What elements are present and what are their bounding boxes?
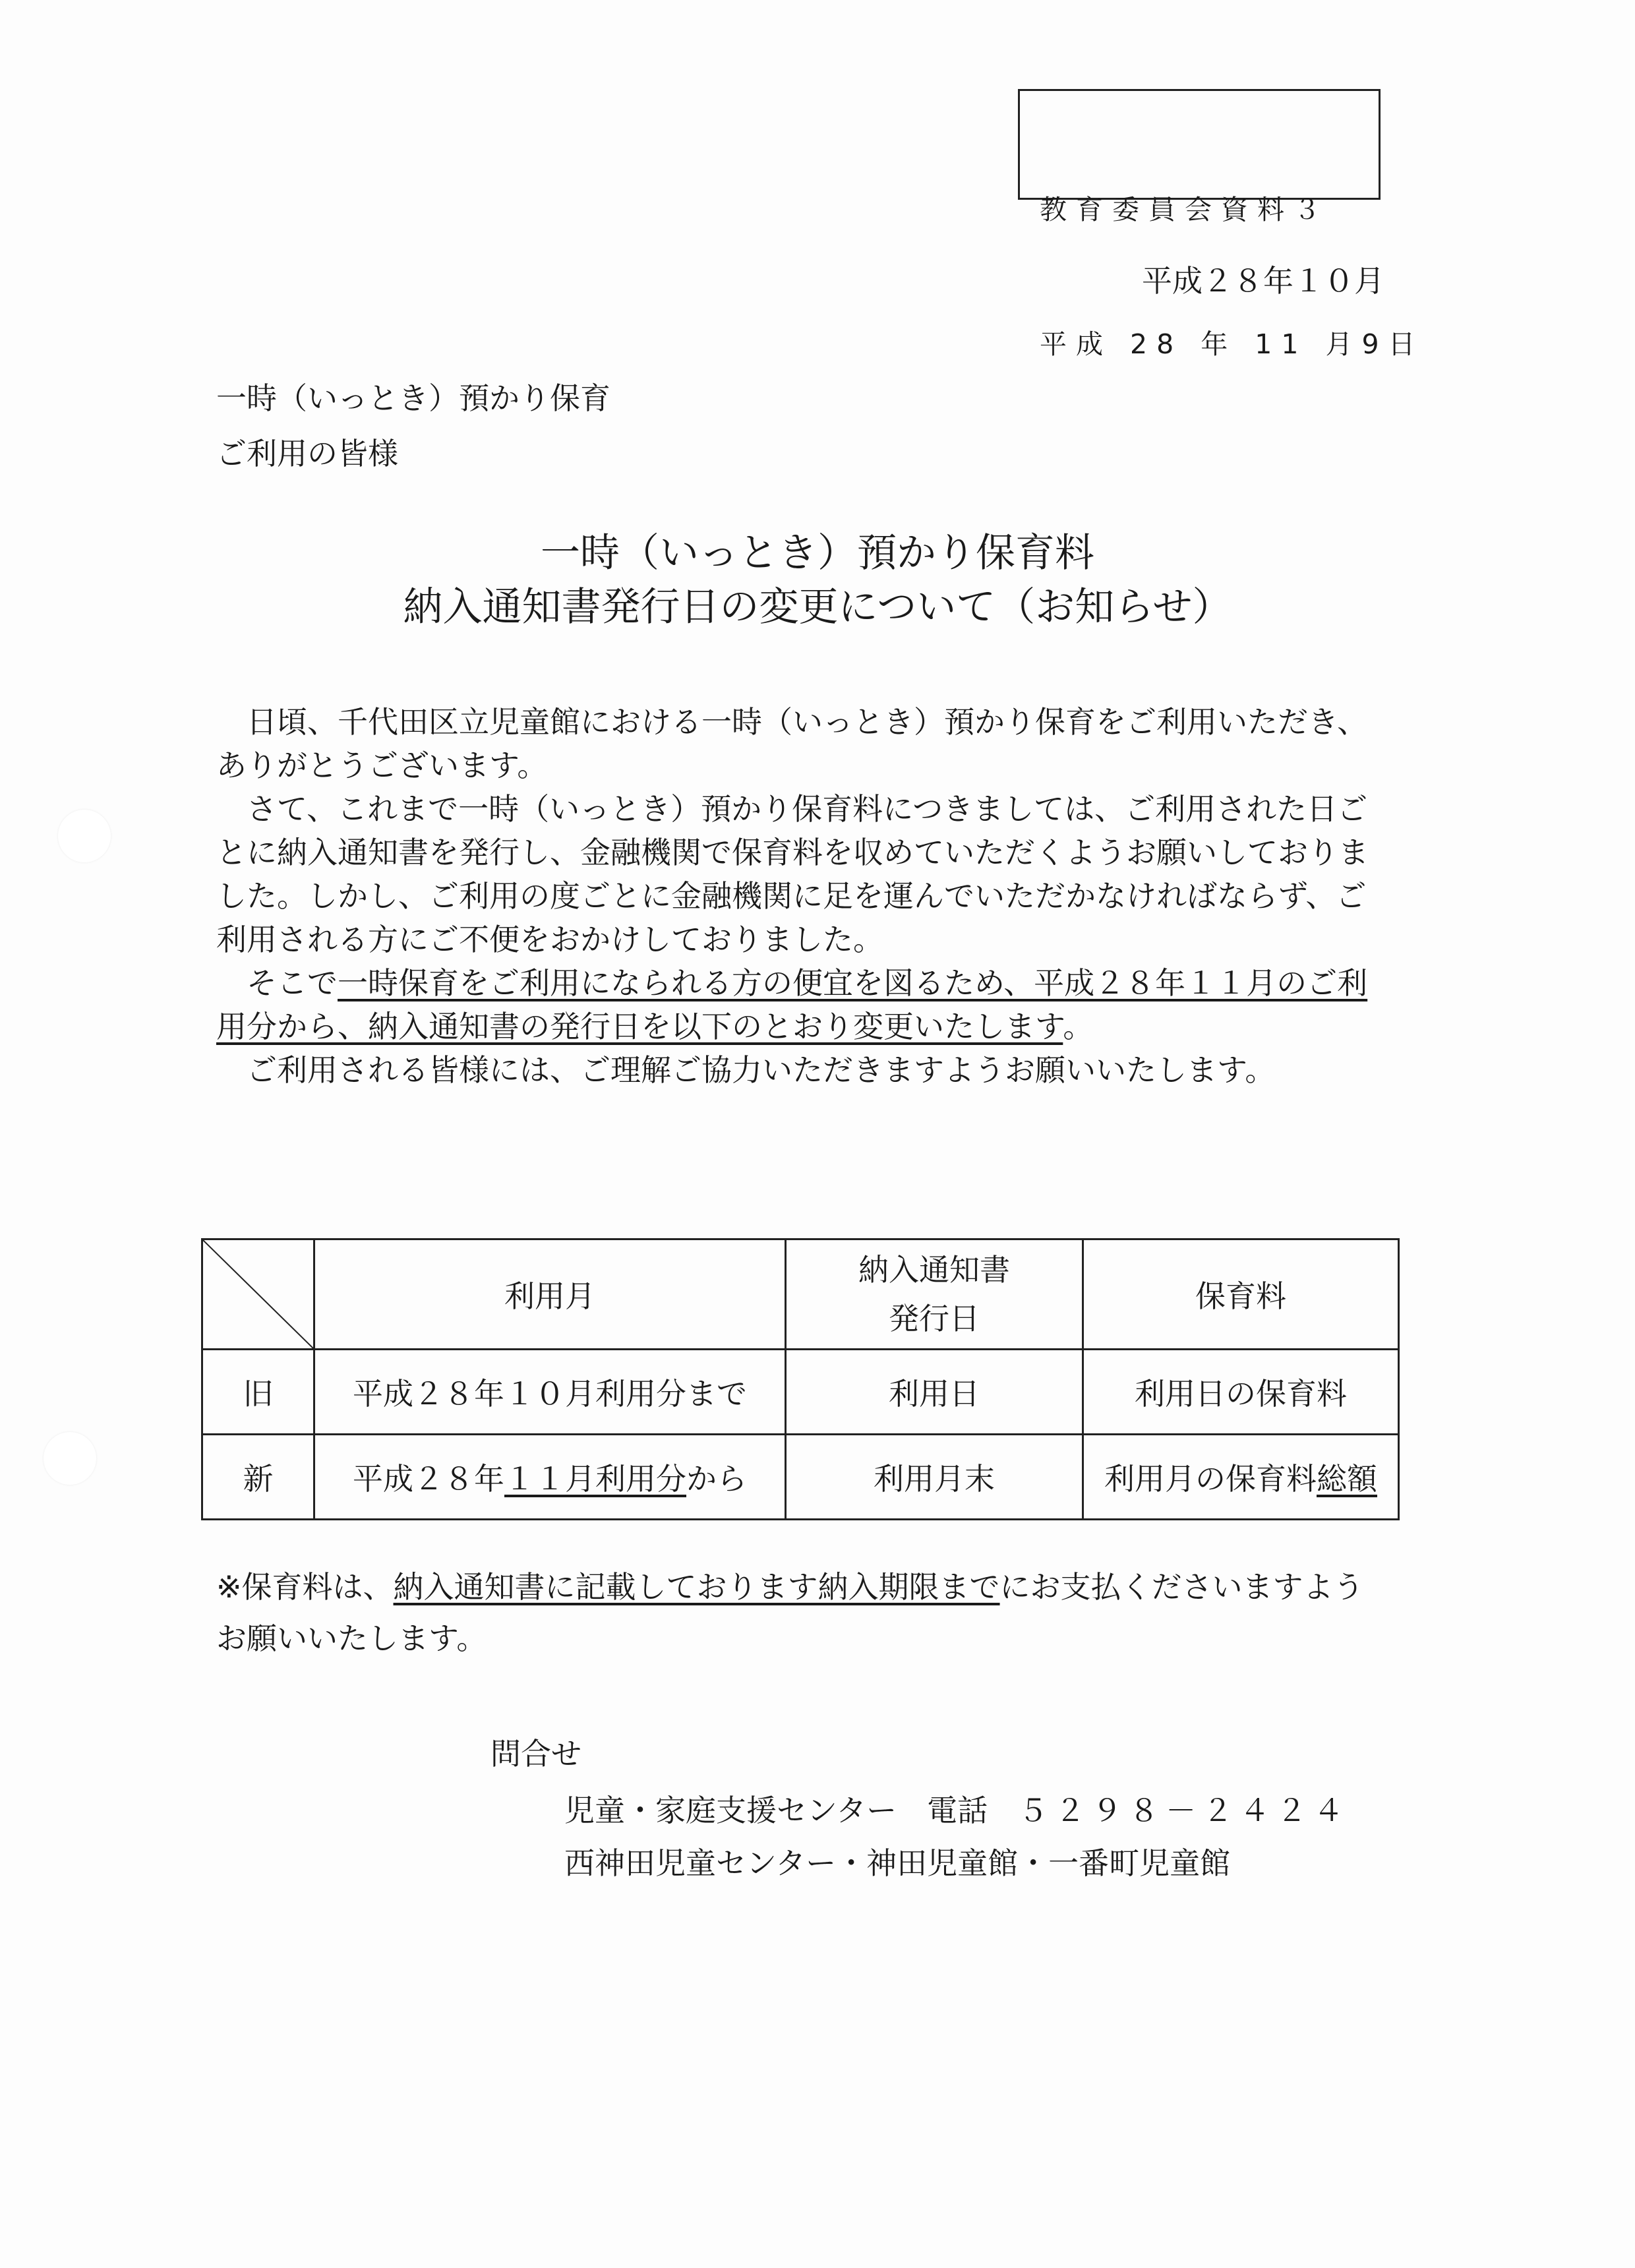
contact-phone-number: ５２９８－２４２４ [1018,1793,1351,1828]
header-issue-date [786,1239,1083,1350]
document-reference-date: 平成 28 年 11 月9日 [1040,328,1425,360]
contact-office-line [564,1787,1350,1830]
contact-office: 児童・家庭支援センター [564,1793,897,1828]
header-issue-date-line-2: 発行日 [889,1301,980,1336]
punch-hole-bottom [44,1432,96,1485]
contact-phone-label: 電話 [927,1793,988,1828]
old-fee: 利用日の保育料 [1083,1350,1399,1435]
document-reference-label: 教育委員会資料３ [1040,194,1330,225]
addressee-line-2: ご利用の皆様 [216,436,398,471]
new-usage-month-underlined: １１月利用分 [504,1461,686,1497]
title-line-1: 一時（いっとき）預かり保育料 [541,530,1094,576]
contact-label: 問合せ [490,1736,581,1772]
new-usage-month [314,1435,786,1520]
row-label-old: 旧 [202,1350,314,1435]
paragraph-request: ご利用される皆様には、ご理解ご協力いただきますようお願いいたします。 [247,1052,1276,1088]
document-title [198,526,1437,634]
paragraph-change-underlined: 一時保育をご利用になられる方の便宜を図るため、平成２８年１１月のご利用分から、納入通知書の発行日を以下のとおり変更いたします [216,965,1368,1044]
table-header-row [202,1239,1399,1350]
old-usage-month: 平成２８年１０月利用分まで [314,1350,786,1435]
payment-note-post: にお支払くださいますようお願いいたします。 [216,1569,1364,1656]
payment-note [216,1561,1390,1664]
table-corner-cell [202,1239,314,1350]
paragraph-change [216,961,1390,1048]
table-row-old [202,1350,1399,1435]
table-row-new [202,1435,1399,1520]
header-usage-month: 利用月 [314,1239,786,1350]
diagonal-line [203,1240,313,1348]
addressee [216,371,610,481]
paragraph-change-lead: そこで [247,965,338,1001]
payment-note-pre: ※保育料は、 [216,1569,394,1605]
paragraph-greeting: 日頃、千代田区立児童館における一時（いっとき）預かり保育をご利用いただき、ありがとうございます。 [216,704,1368,783]
header-fee: 保育料 [1083,1239,1399,1350]
contact-facilities: 西神田児童センター・神田児童館・一番町児童館 [564,1845,1231,1881]
new-usage-month-pre: 平成２８年 [353,1461,504,1497]
punch-hole-top [58,810,111,862]
paragraph-background: さて、これまで一時（いっとき）預かり保育料につきましては、ご利用された日ごとに納入通知書を発行し、金融機関で保育料を収めていただくようお願いしておりました。しかし、ご利用の度ごとに金融機関に足を運んでいただかなければならず、ご利用される方にご不便をおかけしておりました。 [216,791,1369,957]
paragraph-change-end: 。 [1063,1009,1094,1044]
new-fee [1083,1435,1399,1520]
title-line-2: 納入通知書発行日の変更について（お知らせ） [403,584,1232,630]
old-issue-date: 利用日 [786,1350,1083,1435]
header-issue-date-line-1: 納入通知書 [858,1252,1010,1288]
new-fee-pre: 利用月の保育料 [1104,1461,1317,1497]
row-label-new: 新 [202,1435,314,1520]
issue-date: 平成２８年１０月 [1142,263,1384,299]
new-issue-date: 利用月末 [786,1435,1083,1520]
payment-note-underlined: 納入通知書に記載しております納入期限まで [393,1569,1000,1605]
addressee-line-1: 一時（いっとき）預かり保育 [216,380,610,416]
fee-change-table [201,1238,1400,1520]
new-fee-underlined: 総額 [1317,1461,1377,1497]
new-usage-month-post: から [686,1461,747,1497]
body-text [216,700,1390,1092]
